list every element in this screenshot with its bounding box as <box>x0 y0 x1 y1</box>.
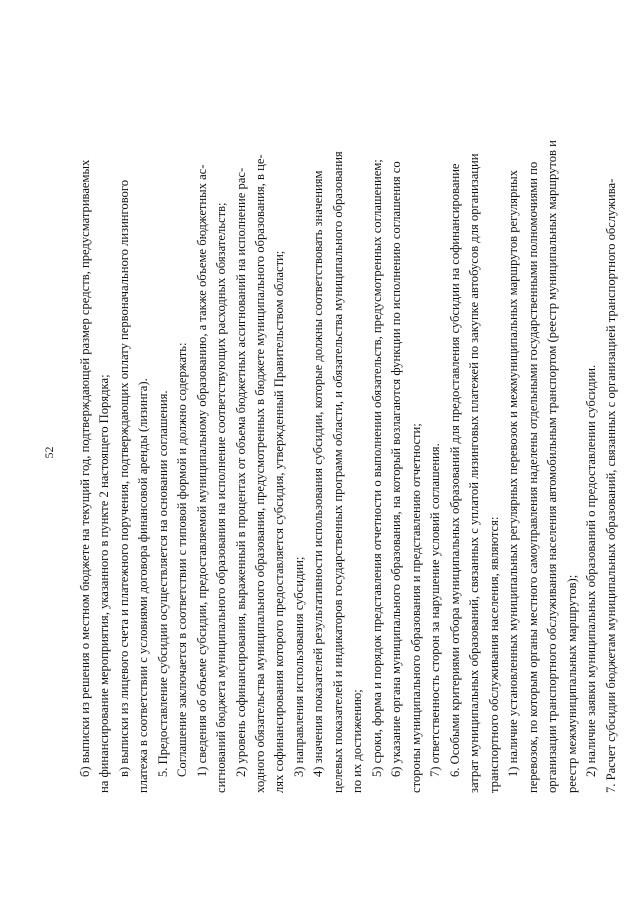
text-line: лях софинансирования которого предоставляется субсидия, утвержденный Правительством области; <box>272 250 286 793</box>
text-line: 5. Предоставление субсидии осуществляется на основании соглашения. <box>156 390 170 777</box>
text-line: 2) наличие заявки муниципальных образований о предоставлении субсидии. <box>584 364 598 777</box>
text-line: 6. Особыми критериями отбора муниципальных образований для предоставления субсидии на софинансирование <box>448 163 462 777</box>
text-line: Соглашение заключается в соответствии с типовой формой и должно содержать: <box>175 342 189 777</box>
text-line: по их достижению; <box>350 689 364 793</box>
text-line: затрат муниципальных образований, связанных с уплатой лизинговых платежей по закупке автобусов для организации <box>467 153 481 793</box>
text-line: сигнований бюджета муниципального образования на исполнение соответствующих расходных обязательств; <box>214 202 228 793</box>
text-line: на финансирование мероприятия, указанного в пункте 2 настоящего Порядка; <box>97 374 111 793</box>
text-line: 2) уровень софинансирования, выраженный в процентах от объема бюджетных ассигнований на исполнение рас- <box>234 167 248 777</box>
text-line: 1) наличие установленных муниципальных регулярных перевозок и межмуниципальных маршрутов регулярных <box>506 170 520 777</box>
text-line: 4) значения показателей результативности использования субсидии, которые должны соответствовать значениям <box>311 170 325 777</box>
text-line: 7. Расчет субсидии бюджетам муниципальных образований, связанных с организацией транспортного обслужива- <box>604 178 618 793</box>
text-line: транспортного обслуживания населения, являются: <box>487 516 501 793</box>
text-line: стороны муниципального образования и представлению отчетности; <box>409 423 423 793</box>
text-line: 5) сроки, форма и порядок представления отчетности о выполнении обязательств, предусмотренных соглашением; <box>370 159 384 777</box>
text-line: 3) направления использования субсидии; <box>292 556 306 777</box>
text-line: 1) сведения об объеме субсидии, предоставляемой муниципальному образованию, а также объеме бюджетных ас- <box>195 164 209 777</box>
text-line: платежа в соответствии с условиями договора финансовой аренды (лизинга). <box>136 378 150 793</box>
text-line: перевозок, по которым органы местного самоуправления наделены отдельными государственными полномочиями по <box>526 161 540 793</box>
text-line: целевых показателей и индикаторов государственных программ области, и обязательства муниципального образования <box>331 151 345 793</box>
text-line: ходного обязательства муниципального образования, предусмотренных в бюджете муниципального образования, в це- <box>253 154 267 793</box>
text-line: в) выписки из лицевого счета и платежного поручения, подтверждающих оплату первоначального лизингового <box>117 180 131 777</box>
text-line: реестр межмуниципальных маршрутов); <box>565 574 579 793</box>
text-line: б) выписки из решения о местном бюджете на текущий год, подтверждающей размер средств, предусматриваемых <box>78 159 92 777</box>
text-line: 7) ответственность сторон за нарушение условий соглашения. <box>428 443 442 777</box>
page-number: 52 <box>42 446 56 459</box>
text-line: 6) указание органа муниципального образования, на который возлагаются функции по исполнению соглашения со <box>389 161 403 777</box>
text-line: организации транспортного обслуживания населения автомобильным транспортом (реестр муниципальных маршрутов и <box>545 140 559 793</box>
